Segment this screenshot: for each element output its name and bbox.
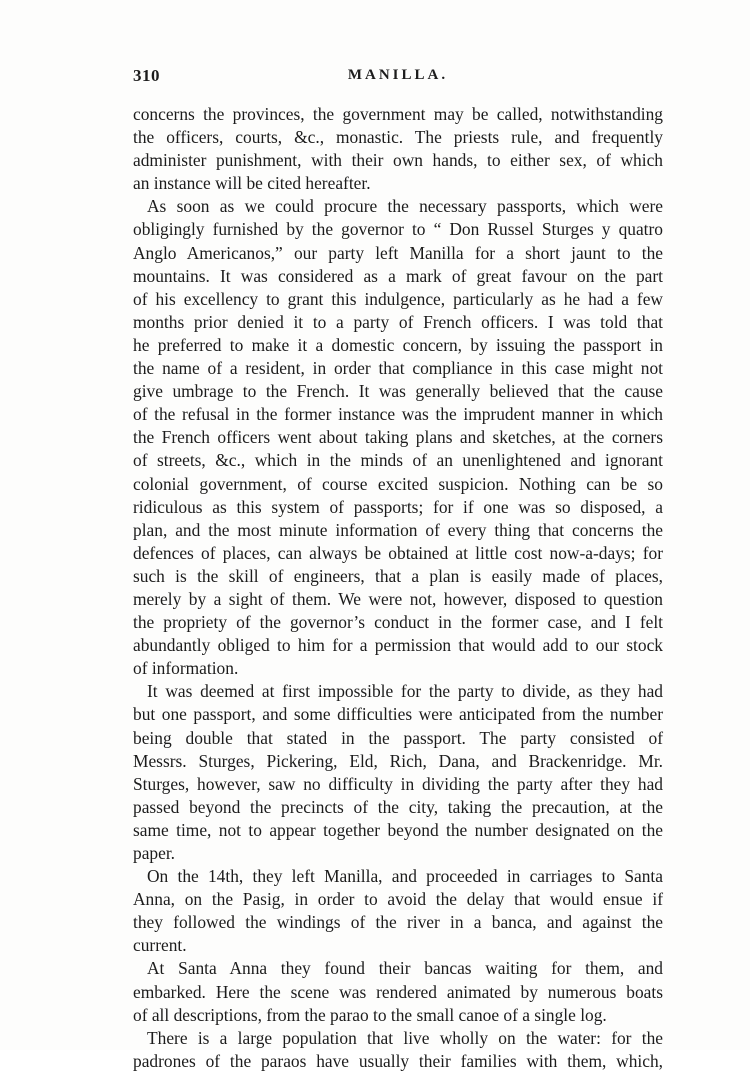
text-line: There is a large population that live wholly on the water: for the bbox=[147, 1027, 663, 1048]
running-head bbox=[133, 66, 663, 88]
text-line: of his excellency to grant this indulgence, particularly as he had a few bbox=[133, 288, 663, 309]
text-line: concerns the provinces, the government may be called, notwithstanding bbox=[133, 104, 663, 124]
text-line: passed beyond the precincts of the city, taking the precaution, at the bbox=[133, 796, 663, 817]
text-line: of information. bbox=[133, 658, 239, 679]
text-line: the name of a resident, in order that compliance in this case might not bbox=[133, 358, 663, 379]
text-line: of the refusal in the former instance was the imprudent manner in which bbox=[133, 404, 663, 425]
text-line: As soon as we could procure the necessary passports, which were bbox=[147, 196, 663, 217]
text-line: paper. bbox=[133, 843, 176, 863]
text-line: ridiculous as this system of passports; for if one was so disposed, a bbox=[133, 496, 663, 517]
text-line: he preferred to make it a domestic concern, by issuing the passport in bbox=[133, 334, 663, 355]
running-title: MANILLA. bbox=[347, 67, 449, 83]
text-line: Messrs. Sturges, Pickering, Eld, Rich, Dana, and Brackenridge. Mr. bbox=[133, 750, 663, 771]
text-line: of all descriptions, from the parao to the small canoe of a single log. bbox=[133, 1004, 607, 1025]
text-line: On the 14th, they left Manilla, and proceeded in carriages to Santa bbox=[147, 866, 663, 887]
text-line: Anglo Americanos,” our party left Manilla for a short jaunt to the bbox=[133, 242, 663, 263]
text-line: months prior denied it to a party of French officers. I was told that bbox=[133, 311, 663, 332]
text-line: merely by a sight of them. We were not, however, disposed to question bbox=[133, 588, 663, 609]
text-line: mountains. It was considered as a mark of great favour on the part bbox=[133, 265, 663, 286]
body-text bbox=[133, 103, 663, 1073]
text-line: current. bbox=[133, 935, 187, 956]
text-line: an instance will be cited hereafter. bbox=[133, 173, 371, 194]
text-line: of streets, &c., which in the minds of an unenlightened and ignorant bbox=[133, 450, 663, 471]
text-line: the officers, courts, &c., monastic. The priests rule, and frequently bbox=[133, 127, 663, 148]
page-number: 310 bbox=[133, 66, 160, 85]
text-line: obligingly furnished by the governor to “ Don Russel Sturges y quatro bbox=[133, 219, 663, 240]
text-line: defences of places, can always be obtained at little cost now-a-days; for bbox=[133, 542, 663, 563]
text-line: colonial government, of course excited suspicion. Nothing can be so bbox=[133, 473, 663, 494]
text-line: embarked. Here the scene was rendered animated by numerous boats bbox=[133, 981, 663, 1002]
text-line: Anna, on the Pasig, in order to avoid the delay that would ensue if bbox=[133, 889, 663, 910]
text-line: they followed the windings of the river in a banca, and against the bbox=[133, 912, 663, 933]
text-line: give umbrage to the French. It was generally believed that the cause bbox=[133, 381, 663, 402]
text-line: the French officers went about taking plans and sketches, at the corners bbox=[133, 427, 663, 448]
text-line: abundantly obliged to him for a permission that would add to our stock bbox=[133, 635, 663, 656]
text-line: but one passport, and some difficulties were anticipated from the number bbox=[133, 704, 663, 725]
text-line: padrones of the paraos have usually their families with them, which, bbox=[133, 1050, 663, 1071]
text-line: same time, not to appear together beyond the number designated on the bbox=[133, 819, 663, 840]
text-line: being double that stated in the passport. The party consisted of bbox=[133, 727, 663, 748]
text-line: such is the skill of engineers, that a plan is easily made of places, bbox=[133, 565, 663, 586]
text-line: administer punishment, with their own hands, to either sex, of which bbox=[133, 150, 663, 171]
text-line: Sturges, however, saw no difficulty in dividing the party after they had bbox=[133, 773, 663, 794]
text-line: the propriety of the governor’s conduct in the former case, and I felt bbox=[133, 612, 663, 633]
text-line: At Santa Anna they found their bancas waiting for them, and bbox=[147, 958, 663, 979]
text-line: It was deemed at first impossible for the party to divide, as they had bbox=[147, 681, 663, 702]
text-line: plan, and the most minute information of every thing that concerns the bbox=[133, 519, 663, 540]
